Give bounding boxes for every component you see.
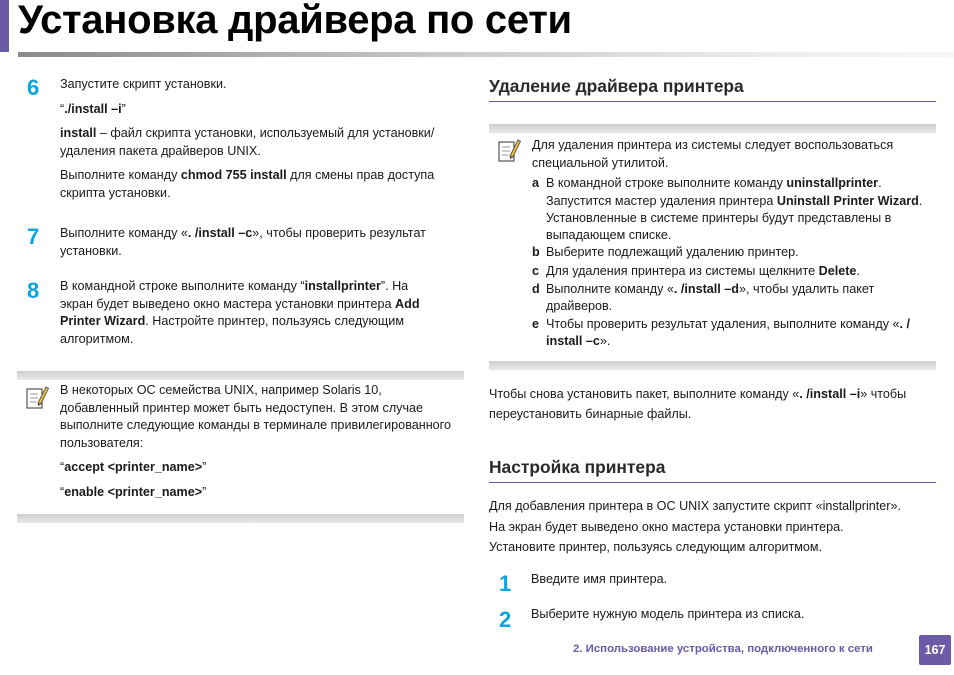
heading-rule <box>489 482 936 483</box>
bold-text: accept <printer_name> <box>64 460 203 474</box>
text-line <box>60 400 460 418</box>
text-segment: специальной утилитой. <box>532 155 669 170</box>
bold-text: Add <box>395 296 420 311</box>
text-line <box>546 264 860 278</box>
text-segment: . Настройте принтер, пользуясь следующим <box>145 314 404 328</box>
text-segment: “ <box>60 101 65 116</box>
bold-text: enable <printer_name> <box>64 484 203 499</box>
list-item <box>532 280 936 315</box>
bold-text: install <box>60 126 97 140</box>
text-segment: В командной строке выполните команду <box>546 176 787 190</box>
text-segment: Запустится мастер удаления принтера <box>546 194 777 209</box>
text-line <box>532 155 932 173</box>
list-letter: e <box>532 316 540 331</box>
text-line <box>60 101 470 119</box>
text-segment: Для добавления принтера в ОС UNIX запустите скрипт «installprinter». <box>489 499 901 513</box>
text-line <box>60 125 470 143</box>
bold-text: . /install –d <box>673 281 739 296</box>
bold-text: . /install –c <box>187 226 253 240</box>
note-pencil-icon <box>25 384 49 412</box>
text-line <box>489 517 949 538</box>
text-segment: ». <box>599 333 611 348</box>
text-segment: экран будет выведено окно мастера установки принтера <box>60 296 396 311</box>
text-segment: Выполните команду « <box>60 226 188 240</box>
text-segment: Чтобы проверить результат удаления, выполните команду « <box>546 316 900 331</box>
text-segment: Установленные в системе принтеры будут представлены в <box>546 211 892 226</box>
text-segment: удаления пакета драйверов UNIX. <box>60 143 261 158</box>
step-number-8: 8 <box>27 278 40 303</box>
note-box-remove <box>489 124 936 370</box>
text-segment: . <box>856 263 860 278</box>
setup-paragraph <box>489 496 949 558</box>
text-segment: пользователя: <box>60 435 144 450</box>
text-line <box>546 176 882 190</box>
text-segment: алгоритмом. <box>60 331 134 346</box>
text-line <box>60 76 470 94</box>
bold-text: Printer Wizard <box>60 314 146 328</box>
text-line <box>60 185 470 203</box>
list-letter: b <box>532 245 540 260</box>
text-segment: для смены прав доступа <box>286 168 435 182</box>
step-7-text <box>60 225 470 260</box>
setup-step-2-text: Выберите нужную модель принтера из списка. <box>531 607 805 621</box>
page-title: Установка драйвера по сети <box>18 0 572 42</box>
text-line <box>546 282 874 296</box>
text-segment: выпадающем списке. <box>546 227 672 242</box>
note-text <box>60 382 460 501</box>
text-line <box>60 225 470 243</box>
text-segment: Для удаления принтера из системы щелкните <box>546 263 819 278</box>
step-number-7: 7 <box>27 224 40 249</box>
list-item <box>532 262 936 280</box>
text-segment: Чтобы снова установить пакет, выполните команду « <box>489 387 800 401</box>
bold-text: Uninstall Printer Wizard <box>776 194 919 209</box>
text-line <box>60 296 470 314</box>
text-line <box>532 137 932 155</box>
step-number-6: 6 <box>27 75 40 100</box>
bold-text: ./install –i <box>64 101 122 116</box>
setup-step-1-text: Введите имя принтера. <box>531 572 668 586</box>
text-line <box>60 313 470 331</box>
text-segment: драйверов. <box>546 299 613 314</box>
note-pencil-icon <box>497 137 521 165</box>
text-line <box>489 385 949 405</box>
title-rule <box>18 52 954 57</box>
text-line <box>532 227 936 244</box>
text-line <box>60 143 470 161</box>
text-segment: Выберите подлежащий удалению принтер. <box>546 245 799 260</box>
bold-text: chmod 755 install <box>180 168 287 182</box>
text-segment: Установите принтер, пользуясь следующим алгоритмом. <box>489 540 823 554</box>
text-line <box>60 243 470 261</box>
text-line <box>489 537 949 558</box>
text-segment: В некоторых ОС семейства UNIX, например Solaris 10, <box>60 383 382 397</box>
text-segment: ” <box>202 460 207 474</box>
bold-text: . /install –i <box>799 387 861 401</box>
text-segment: На экран будет выведено окно мастера установки принтера. <box>489 519 844 534</box>
text-segment: Выполните команду <box>60 168 181 182</box>
text-line <box>532 298 936 315</box>
bold-text: Delete <box>818 263 857 278</box>
text-line <box>546 245 799 259</box>
text-segment: » чтобы <box>860 387 907 401</box>
setup-step-number-2: 2 <box>499 607 512 632</box>
list-letter: d <box>532 281 540 296</box>
text-segment: Выполните команду « <box>546 281 674 296</box>
footer-chapter-link[interactable]: 2. Использование устройства, подключенного к сети <box>573 643 873 655</box>
text-line <box>60 417 460 435</box>
text-line <box>546 317 910 331</box>
text-line <box>60 382 460 400</box>
bold-text: installprinter <box>304 279 381 293</box>
heading-setup-printer: Настройка принтера <box>489 457 666 477</box>
note-box-solaris <box>17 371 464 523</box>
setup-step-number-1: 1 <box>499 571 512 596</box>
text-segment: Запустите скрипт установки. <box>60 77 227 91</box>
text-line <box>532 210 936 227</box>
text-segment: переустановить бинарные файлы. <box>489 406 692 421</box>
list-item <box>532 243 936 261</box>
remove-steps-list <box>532 174 936 349</box>
text-line <box>60 435 460 453</box>
text-segment: установки. <box>60 243 122 258</box>
reinstall-paragraph <box>489 385 949 424</box>
text-segment: скрипта установки. <box>60 185 171 200</box>
note-intro <box>532 137 932 172</box>
text-segment: », чтобы удалить пакет <box>738 281 875 296</box>
heading-rule <box>489 101 936 102</box>
heading-remove-driver: Удаление драйвера принтера <box>489 76 744 96</box>
text-segment: ”. На <box>380 279 409 293</box>
text-segment: . <box>878 176 882 190</box>
bold-text: uninstallprinter <box>786 176 879 190</box>
text-line <box>532 192 936 210</box>
list-letter: c <box>532 263 540 278</box>
page-number-badge: 167 <box>919 635 951 665</box>
text-line <box>60 278 470 296</box>
list-letter: a <box>532 176 540 190</box>
text-line <box>489 496 949 517</box>
text-line <box>60 459 460 477</box>
note-bottom-bar <box>17 514 464 523</box>
note-top-bar <box>17 371 464 380</box>
text-segment: добавленный принтер может быть недоступен. В этом случае <box>60 400 424 415</box>
text-segment: выполните следующие команды в терминале привилегированного <box>60 418 451 432</box>
step-6-text <box>60 76 470 202</box>
text-segment: . <box>918 194 923 209</box>
text-segment: ” <box>202 484 207 499</box>
note-top-bar <box>489 124 936 133</box>
bold-text: . / <box>899 316 911 331</box>
text-segment: Для удаления принтера из системы следует воспользоваться <box>532 138 894 152</box>
text-line <box>60 331 470 349</box>
text-segment: В командной строке выполните команду “ <box>60 279 305 293</box>
text-line <box>532 333 936 350</box>
text-segment: ” <box>121 101 126 116</box>
header-accent-bar <box>0 0 9 52</box>
text-line <box>60 167 470 185</box>
step-8-text <box>60 278 470 348</box>
text-segment: “ <box>60 484 65 499</box>
text-segment: – файл скрипта установки, используемый для установки/ <box>96 126 435 140</box>
bold-text: install –c <box>546 333 600 348</box>
list-item <box>532 174 936 243</box>
note-bottom-bar <box>489 361 936 370</box>
text-segment: », чтобы проверить результат <box>252 226 426 240</box>
text-line <box>489 405 949 425</box>
text-segment: “ <box>60 460 65 474</box>
text-line <box>60 484 460 502</box>
list-item <box>532 315 936 350</box>
